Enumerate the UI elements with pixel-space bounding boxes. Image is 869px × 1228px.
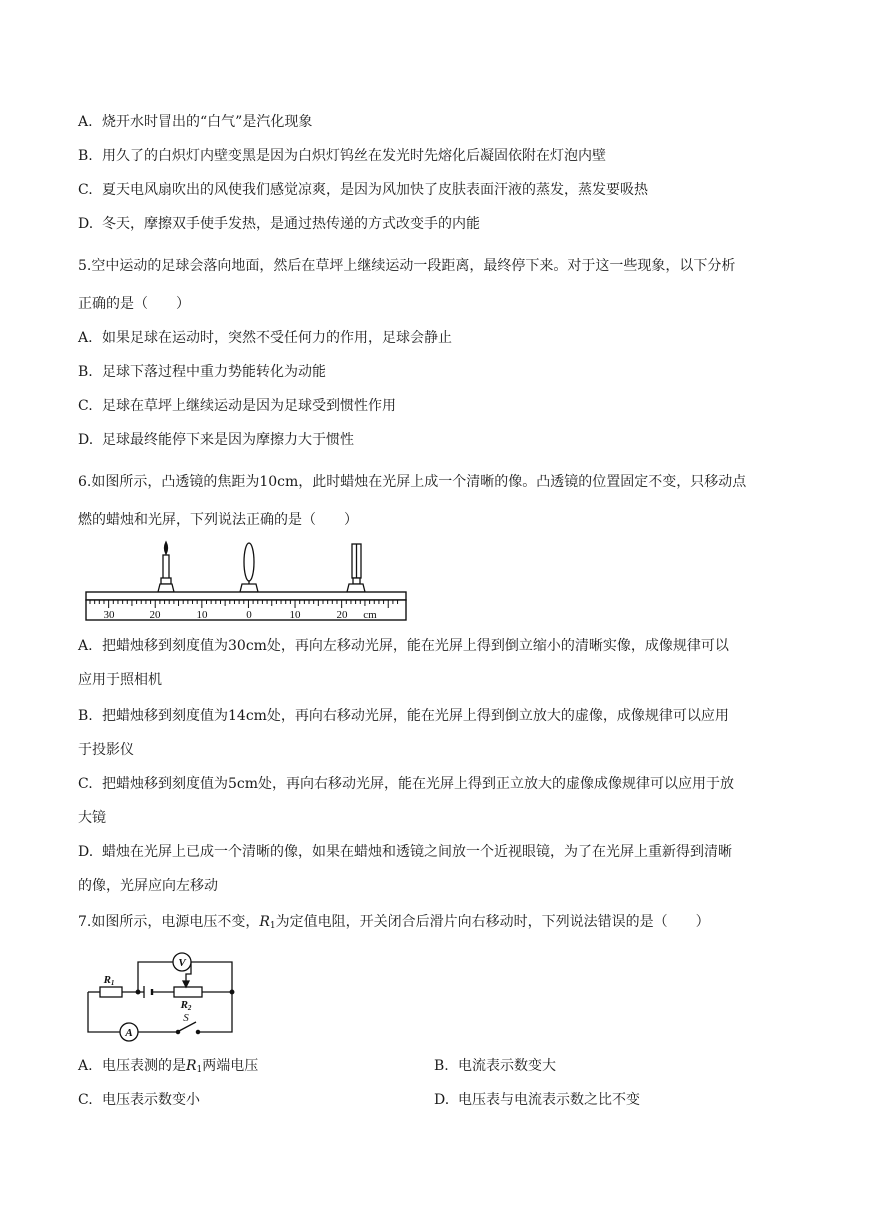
option-text: 电压表测的是 bbox=[102, 1058, 186, 1074]
candle-icon bbox=[158, 542, 174, 592]
option-text: 把蜡烛移到刻度值为5cm处，再向右移动光屏，能在光屏上得到正立放大的虚像成像规律可以应用于放 bbox=[102, 776, 735, 792]
q4-option-c bbox=[78, 180, 648, 200]
stem-text: 7.如图所示，电源电压不变， bbox=[78, 914, 260, 930]
option-text: 两端电压 bbox=[202, 1058, 259, 1074]
q5-stem-line2: 正确的是（ ） bbox=[78, 296, 190, 312]
q6-option-a-line1 bbox=[78, 636, 729, 656]
option-label: B. bbox=[434, 1058, 449, 1074]
switch-label: S bbox=[183, 1012, 189, 1024]
voltmeter-label: V bbox=[178, 957, 186, 969]
resistor-symbol: R bbox=[259, 914, 270, 930]
option-label: C. bbox=[78, 398, 93, 414]
option-label: A. bbox=[78, 638, 93, 654]
light-screen-icon bbox=[347, 544, 365, 592]
option-text: 足球在草坪上继续运动是因为足球受到惯性作用 bbox=[102, 398, 396, 414]
q5-option-a bbox=[78, 328, 452, 348]
option-label: B. bbox=[78, 364, 93, 380]
q6-option-d-line2: 的像，光屏应向左移动 bbox=[78, 878, 218, 894]
option-text: 蜡烛在光屏上已成一个清晰的像，如果在蜡烛和透镜之间放一个近视眼镜，为了在光屏上重新得到清晰 bbox=[102, 844, 732, 860]
tick-label: 10 bbox=[289, 609, 301, 621]
r1-label: R1 bbox=[103, 974, 115, 987]
q6-option-a-line2: 应用于照相机 bbox=[78, 672, 162, 688]
q5-option-b bbox=[78, 362, 326, 382]
resistor-r1-icon bbox=[100, 987, 122, 997]
option-text: 电流表示数变大 bbox=[458, 1058, 556, 1074]
battery-icon bbox=[144, 986, 152, 998]
option-text: 电压表示数变小 bbox=[102, 1092, 200, 1108]
tick-label: 30 bbox=[103, 609, 115, 621]
resistor-subscript: 1 bbox=[196, 1065, 203, 1075]
q6-option-d-line1 bbox=[78, 842, 732, 862]
circuit-diagram bbox=[82, 948, 242, 1042]
option-text: 把蜡烛移到刻度值为30cm处，再向左移动光屏，能在光屏上得到倒立缩小的清晰实像，成像规律可以 bbox=[102, 638, 729, 654]
option-label: B. bbox=[78, 708, 93, 724]
q6-stem-line1: 6.如图所示，凸透镜的焦距为10cm，此时蜡烛在光屏上成一个清晰的像。凸透镜的位置固定不变，只移动点 bbox=[78, 474, 747, 490]
q6-option-b-line2: 于投影仪 bbox=[78, 742, 134, 758]
option-label: A. bbox=[78, 114, 93, 130]
r2-label: R2 bbox=[180, 999, 192, 1012]
option-label: A. bbox=[78, 330, 93, 346]
q7-option-a bbox=[78, 1056, 258, 1080]
option-text: 用久了的白炽灯内壁变黑是因为白炽灯钨丝在发光时先熔化后凝固依附在灯泡内壁 bbox=[102, 148, 606, 164]
q6-option-c-line1 bbox=[78, 774, 734, 794]
tick-label: 20 bbox=[149, 609, 161, 621]
q7-option-c bbox=[78, 1090, 200, 1110]
option-text: 夏天电风扇吹出的风使我们感觉凉爽，是因为风加快了皮肤表面汗液的蒸发，蒸发要吸热 bbox=[102, 182, 648, 198]
q7-option-d bbox=[434, 1090, 640, 1110]
option-text: 如果足球在运动时，突然不受任何力的作用，足球会静止 bbox=[102, 330, 452, 346]
q7-option-b bbox=[434, 1056, 556, 1076]
q5-option-d bbox=[78, 430, 354, 450]
bench-rail bbox=[86, 592, 406, 600]
option-text: 把蜡烛移到刻度值为14cm处，再向右移动光屏，能在光屏上得到倒立放大的虚像，成像规律可以应用 bbox=[102, 708, 729, 724]
option-label: D. bbox=[434, 1092, 450, 1108]
q4-option-d bbox=[78, 214, 480, 234]
unit-label: cm bbox=[363, 609, 377, 621]
option-text: 足球最终能停下来是因为摩擦力大于惯性 bbox=[102, 432, 354, 448]
q6-option-c-line2: 大镜 bbox=[78, 810, 106, 826]
tick-label: 0 bbox=[246, 609, 252, 621]
optical-bench-figure bbox=[80, 540, 414, 626]
q4-option-a bbox=[78, 112, 312, 132]
option-label: D. bbox=[78, 844, 94, 860]
q6-stem-line2: 燃的蜡烛和光屏，下列说法正确的是（ ） bbox=[78, 512, 358, 528]
resistor-symbol: R bbox=[186, 1058, 197, 1074]
q6-option-b-line1 bbox=[78, 706, 729, 726]
q5-stem-line1: 5.空中运动的足球会落向地面，然后在草坪上继续运动一段距离，最终停下来。对于这一些现象，以下分析 bbox=[78, 258, 736, 274]
ammeter-label: A bbox=[125, 1027, 133, 1039]
option-label: C. bbox=[78, 182, 93, 198]
stem-text: 为定值电阻，开关闭合后滑片向右移动时，下列说法错误的是（ ） bbox=[275, 914, 710, 930]
q7-stem bbox=[78, 912, 710, 936]
option-label: D. bbox=[78, 432, 94, 448]
option-text: 足球下落过程中重力势能转化为动能 bbox=[102, 364, 326, 380]
rheostat-r2-icon bbox=[174, 987, 202, 997]
q5-option-c bbox=[78, 396, 396, 416]
option-text: 冬天，摩擦双手使手发热，是通过热传递的方式改变手的内能 bbox=[102, 216, 480, 232]
q4-option-b bbox=[78, 146, 606, 166]
option-text: 电压表与电流表示数之比不变 bbox=[458, 1092, 640, 1108]
option-label: C. bbox=[78, 776, 93, 792]
option-label: B. bbox=[78, 148, 93, 164]
convex-lens-icon bbox=[240, 543, 258, 592]
tick-label: 20 bbox=[336, 609, 348, 621]
option-text: 烧开水时冒出的“白气”是汽化现象 bbox=[102, 114, 313, 130]
option-label: A. bbox=[78, 1058, 93, 1074]
tick-label: 10 bbox=[196, 609, 208, 621]
resistor-subscript: 1 bbox=[269, 921, 276, 931]
option-label: C. bbox=[78, 1092, 93, 1108]
option-label: D. bbox=[78, 216, 94, 232]
